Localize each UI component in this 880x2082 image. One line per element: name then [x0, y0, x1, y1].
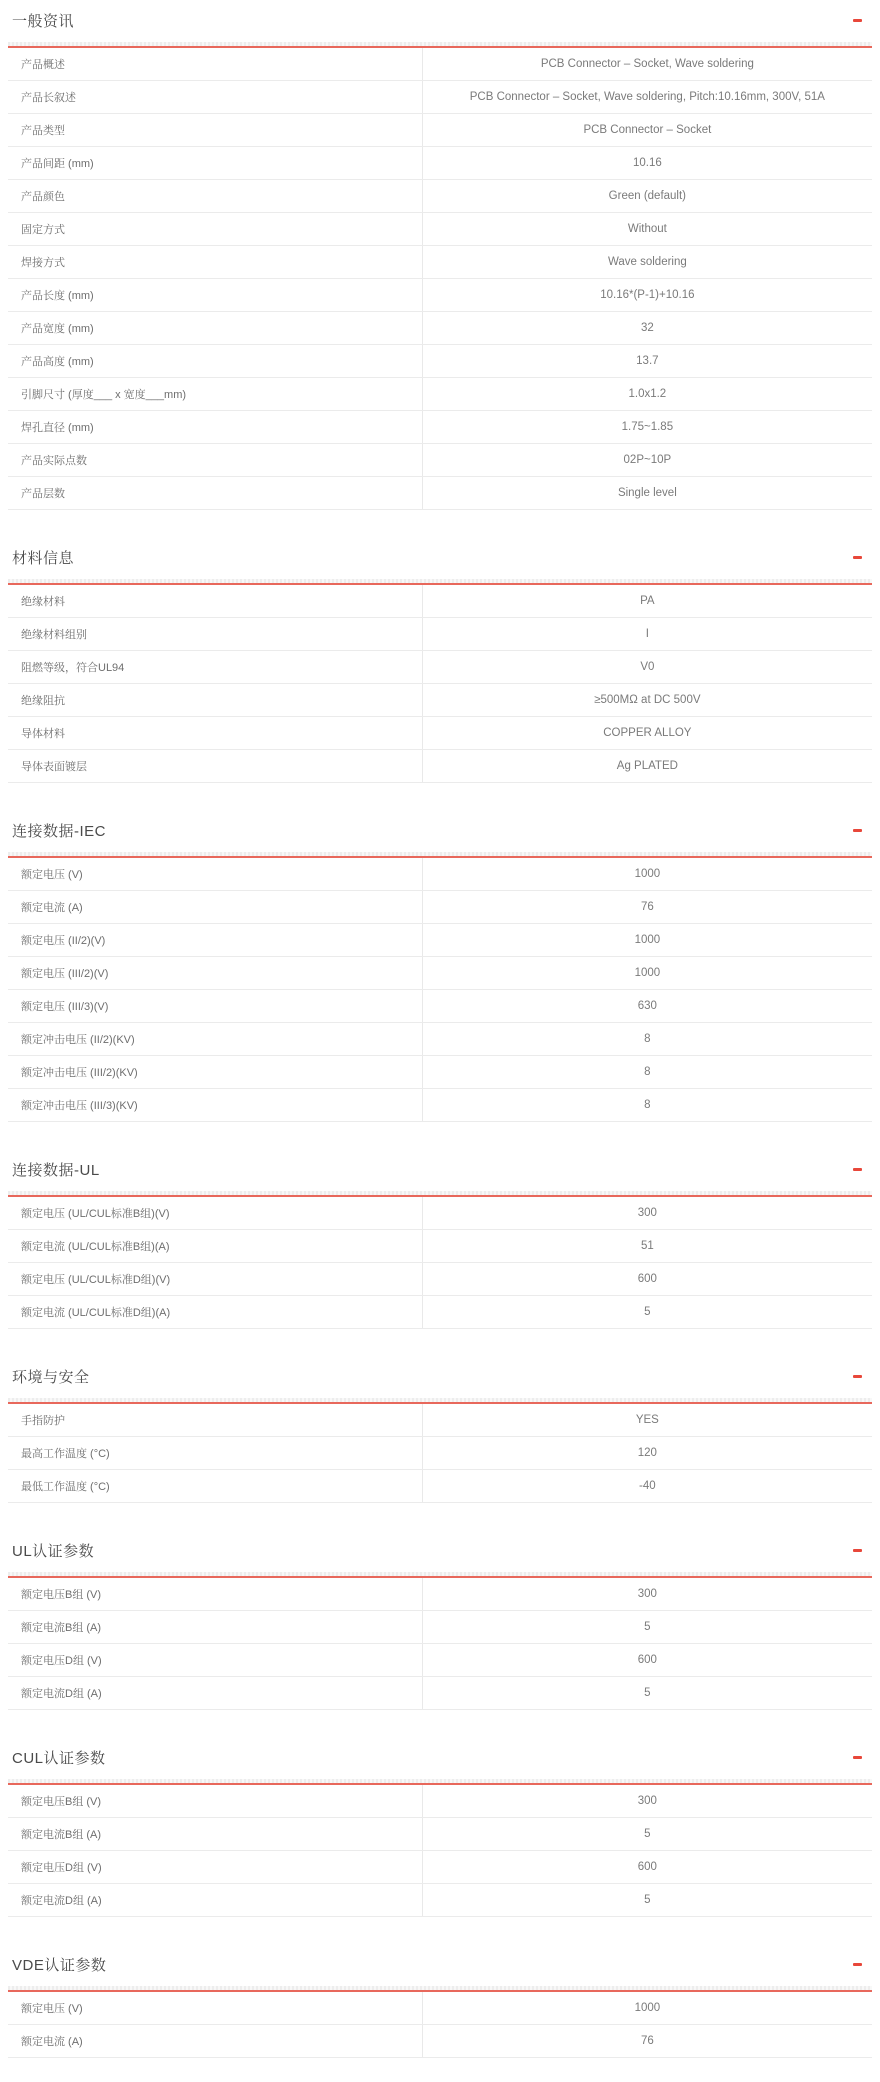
spec-value: 1.75~1.85 [621, 421, 674, 433]
spec-row [8, 312, 872, 345]
spec-label: 额定电压B组 (V) [8, 1578, 423, 1610]
section-title: 一般资讯 [12, 13, 75, 30]
minus-icon[interactable] [853, 1549, 862, 1552]
section-header [8, 1155, 872, 1191]
spec-value: 300 [637, 1588, 657, 1600]
spec-label: 额定电压 (II/2)(V) [8, 924, 423, 956]
spec-value: Wave soldering [607, 256, 687, 268]
spec-row [8, 717, 872, 750]
spec-value: 76 [640, 2035, 654, 2047]
spec-row [8, 213, 872, 246]
spec-label: 固定方式 [8, 213, 423, 245]
spec-label: 额定冲击电压 (II/2)(KV) [8, 1023, 423, 1055]
spec-label: 引脚尺寸 (厚度___ x 宽度___mm) [8, 378, 423, 410]
spec-row [8, 345, 872, 378]
spec-label: 产品高度 (mm) [8, 345, 423, 377]
spec-value: 5 [644, 1306, 651, 1318]
spec-value: 02P~10P [623, 454, 672, 466]
spec-label: 额定电压D组 (V) [8, 1851, 423, 1883]
spec-value: Green (default) [608, 190, 687, 202]
minus-icon[interactable] [853, 1963, 862, 1966]
spec-row [8, 1578, 872, 1611]
spec-label: 最低工作温度 (°C) [8, 1470, 423, 1502]
spec-row [8, 1404, 872, 1437]
spec-row [8, 891, 872, 924]
spec-row [8, 585, 872, 618]
spec-label: 产品颜色 [8, 180, 423, 212]
spec-label: 额定电压 (V) [8, 1992, 423, 2024]
spec-table [8, 858, 872, 1122]
spec-value: 300 [637, 1795, 657, 1807]
spec-row [8, 1818, 872, 1851]
spec-value: Without [627, 223, 667, 235]
spec-label: 导体材料 [8, 717, 423, 749]
spec-label: 额定电压B组 (V) [8, 1785, 423, 1817]
spec-label: 额定电流 (A) [8, 891, 423, 923]
spec-row [8, 1785, 872, 1818]
spec-row [8, 1644, 872, 1677]
section-header [8, 543, 872, 579]
spec-label: 导体表面镀层 [8, 750, 423, 782]
spec-row [8, 1089, 872, 1122]
spec-label: 额定电流 (UL/CUL标准D组)(A) [8, 1296, 423, 1328]
spec-label: 绝缘阻抗 [8, 684, 423, 716]
spec-value: 1000 [634, 868, 661, 880]
spec-label: 额定电压 (III/3)(V) [8, 990, 423, 1022]
spec-label: 额定电流B组 (A) [8, 1818, 423, 1850]
spec-label: 产品层数 [8, 477, 423, 509]
spec-label: 手指防护 [8, 1404, 423, 1436]
spec-label: 焊孔直径 (mm) [8, 411, 423, 443]
spec-row [8, 1023, 872, 1056]
spec-sections [8, 6, 872, 2058]
spec-value: 8 [644, 1033, 651, 1045]
section-title: 连接数据-IEC [12, 823, 107, 840]
spec-label: 额定电压 (UL/CUL标准B组)(V) [8, 1197, 423, 1229]
spec-table [8, 1404, 872, 1503]
spec-value: 1.0x1.2 [628, 388, 667, 400]
spec-value: 1000 [634, 934, 661, 946]
spec-row [8, 48, 872, 81]
spec-value: 32 [640, 322, 654, 334]
section-title: 环境与安全 [12, 1369, 90, 1386]
spec-label: 绝缘材料组别 [8, 618, 423, 650]
spec-row [8, 444, 872, 477]
spec-value: 120 [637, 1447, 657, 1459]
spec-row [8, 477, 872, 510]
spec-value: I [645, 628, 649, 640]
section-header [8, 6, 872, 42]
spec-label: 额定冲击电压 (III/3)(KV) [8, 1089, 423, 1121]
spec-row [8, 81, 872, 114]
spec-section [8, 1362, 872, 1503]
spec-label: 产品宽度 (mm) [8, 312, 423, 344]
spec-label: 阻燃等级，符合UL94 [8, 651, 423, 683]
spec-row [8, 246, 872, 279]
spec-value: YES [635, 1414, 659, 1426]
minus-icon[interactable] [853, 829, 862, 832]
spec-section [8, 1743, 872, 1917]
spec-value: V0 [640, 661, 655, 673]
spec-row [8, 1263, 872, 1296]
spec-row [8, 1437, 872, 1470]
section-title: 材料信息 [12, 550, 75, 567]
spec-row [8, 1677, 872, 1710]
spec-value: 600 [637, 1861, 657, 1873]
spec-value: 630 [637, 1000, 657, 1012]
spec-row [8, 1296, 872, 1329]
spec-row [8, 1230, 872, 1263]
spec-label: 绝缘材料 [8, 585, 423, 617]
spec-row [8, 1056, 872, 1089]
section-title: 连接数据-UL [12, 1162, 100, 1179]
spec-value: 8 [644, 1066, 651, 1078]
spec-value: Ag PLATED [616, 760, 678, 772]
section-header [8, 1743, 872, 1779]
spec-row [8, 114, 872, 147]
spec-label: 产品实际点数 [8, 444, 423, 476]
spec-row [8, 990, 872, 1023]
spec-row [8, 750, 872, 783]
spec-value: 600 [637, 1654, 657, 1666]
spec-value: 10.16 [632, 157, 662, 169]
spec-label: 产品间距 (mm) [8, 147, 423, 179]
spec-section [8, 6, 872, 510]
spec-label: 额定电流D组 (A) [8, 1884, 423, 1916]
spec-label: 产品类型 [8, 114, 423, 146]
spec-row [8, 651, 872, 684]
minus-icon[interactable] [853, 1756, 862, 1759]
spec-label: 额定电流B组 (A) [8, 1611, 423, 1643]
spec-label: 产品长度 (mm) [8, 279, 423, 311]
section-header [8, 1536, 872, 1572]
spec-value: 5 [644, 1828, 651, 1840]
spec-table [8, 48, 872, 510]
spec-section [8, 1950, 872, 2058]
spec-value: COPPER ALLOY [603, 727, 692, 739]
spec-table [8, 1578, 872, 1710]
spec-value: 10.16*(P-1)+10.16 [600, 289, 695, 301]
spec-label: 额定电压 (III/2)(V) [8, 957, 423, 989]
spec-value: PA [640, 595, 655, 607]
spec-row [8, 858, 872, 891]
spec-label: 额定电流D组 (A) [8, 1677, 423, 1709]
spec-label: 额定电压 (V) [8, 858, 423, 890]
spec-row [8, 1884, 872, 1917]
minus-icon[interactable] [853, 1168, 862, 1171]
spec-row [8, 1851, 872, 1884]
section-title: CUL认证参数 [12, 1750, 106, 1767]
spec-row [8, 147, 872, 180]
spec-row [8, 279, 872, 312]
spec-table [8, 1785, 872, 1917]
spec-table [8, 1197, 872, 1329]
spec-label: 最高工作温度 (°C) [8, 1437, 423, 1469]
spec-value: PCB Connector – Socket, Wave soldering [540, 58, 754, 70]
spec-value: 8 [644, 1099, 651, 1111]
section-header [8, 1950, 872, 1986]
spec-value: 300 [637, 1207, 657, 1219]
spec-label: 产品概述 [8, 48, 423, 80]
spec-section [8, 1536, 872, 1710]
spec-value: 600 [637, 1273, 657, 1285]
spec-table [8, 585, 872, 783]
section-title: VDE认证参数 [12, 1957, 107, 1974]
spec-value: 1000 [634, 967, 661, 979]
section-title: UL认证参数 [12, 1543, 95, 1560]
spec-section [8, 543, 872, 783]
spec-row [8, 1611, 872, 1644]
spec-row [8, 411, 872, 444]
spec-row [8, 180, 872, 213]
spec-value: 5 [644, 1621, 651, 1633]
spec-value: PCB Connector – Socket, Wave soldering, Pitch:10.16mm, 300V, 51A [469, 91, 825, 103]
spec-value: 13.7 [636, 355, 659, 367]
spec-section [8, 1155, 872, 1329]
spec-table [8, 1992, 872, 2058]
section-header [8, 1362, 872, 1398]
spec-row [8, 2025, 872, 2058]
section-header [8, 816, 872, 852]
spec-value: PCB Connector – Socket [583, 124, 712, 136]
spec-row [8, 1470, 872, 1503]
minus-icon[interactable] [853, 19, 862, 22]
minus-icon[interactable] [853, 556, 862, 559]
spec-value: Single level [617, 487, 677, 499]
spec-value: 76 [640, 901, 654, 913]
spec-section [8, 816, 872, 1122]
minus-icon[interactable] [853, 1375, 862, 1378]
spec-value: -40 [639, 1480, 656, 1492]
spec-label: 额定冲击电压 (III/2)(KV) [8, 1056, 423, 1088]
spec-label: 额定电压 (UL/CUL标准D组)(V) [8, 1263, 423, 1295]
spec-value: 5 [644, 1894, 651, 1906]
spec-row [8, 957, 872, 990]
spec-value: 51 [640, 1240, 654, 1252]
spec-row [8, 378, 872, 411]
spec-row [8, 618, 872, 651]
spec-value: ≥500MΩ at DC 500V [594, 694, 701, 706]
spec-row [8, 924, 872, 957]
spec-row [8, 1992, 872, 2025]
spec-label: 焊接方式 [8, 246, 423, 278]
spec-label: 额定电流 (A) [8, 2025, 423, 2057]
spec-value: 5 [644, 1687, 651, 1699]
spec-row [8, 1197, 872, 1230]
spec-label: 额定电流 (UL/CUL标准B组)(A) [8, 1230, 423, 1262]
spec-label: 产品长叙述 [8, 81, 423, 113]
spec-row [8, 684, 872, 717]
spec-label: 额定电压D组 (V) [8, 1644, 423, 1676]
spec-value: 1000 [634, 2002, 661, 2014]
